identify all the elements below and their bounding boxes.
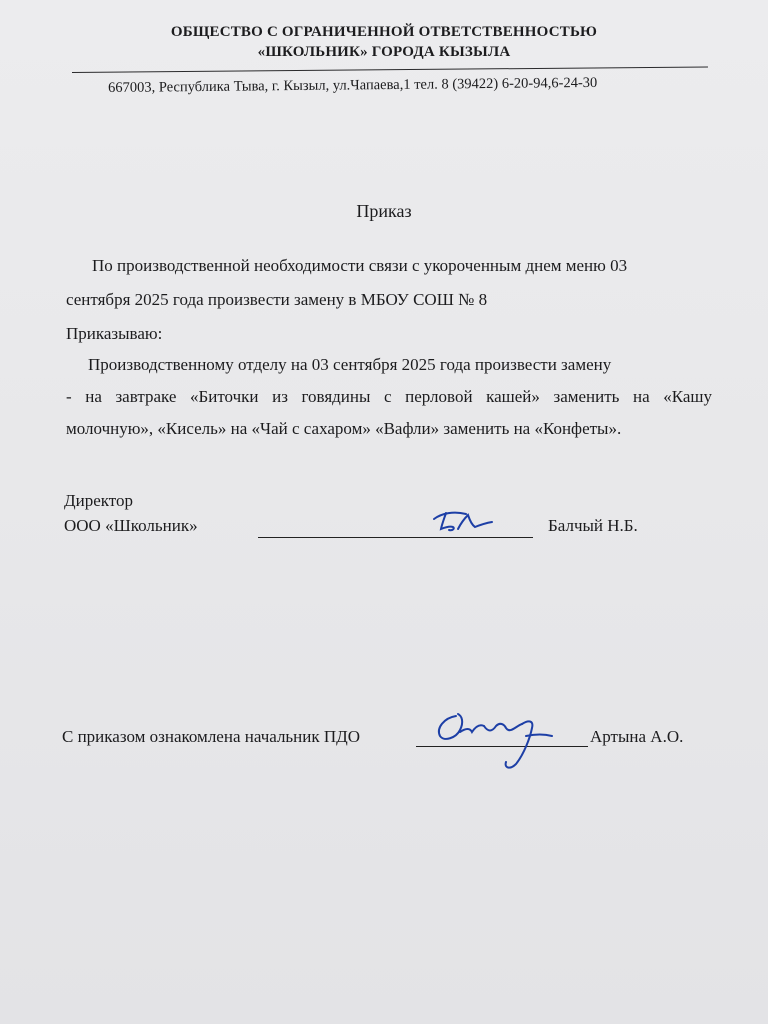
paragraph2-line2: - на завтраке «Биточки из говядины с перловой кашей» заменить на «Кашу bbox=[66, 387, 712, 406]
signer-name: Балчый Н.Б. bbox=[548, 516, 638, 535]
acknowledgement-name: Артына А.О. bbox=[590, 727, 684, 746]
organization-name-line1: ОБЩЕСТВО С ОГРАНИЧЕННОЙ ОТВЕТСТВЕННОСТЬЮ bbox=[170, 24, 598, 40]
order-word: Приказываю: bbox=[66, 324, 163, 343]
header-divider bbox=[72, 66, 708, 73]
director-signature bbox=[428, 505, 498, 535]
organization-address: 667003, Республика Тыва, г. Кызыл, ул.Чапаева,1 тел. 8 (39422) 6-20-94,6-24-30 bbox=[108, 74, 598, 96]
signer-position-line2: ООО «Школьник» bbox=[64, 516, 198, 535]
document-title: Приказ bbox=[356, 201, 412, 221]
acknowledgement-signature bbox=[426, 706, 576, 776]
organization-name-line2: «ШКОЛЬНИК» ГОРОДА КЫЗЫЛА bbox=[257, 44, 511, 60]
director-signature-line bbox=[258, 537, 533, 538]
acknowledgement-text: С приказом ознакомлена начальник ПДО bbox=[62, 727, 361, 746]
signer-position-line1: Директор bbox=[64, 491, 133, 510]
paragraph1-line1: По производственной необходимости связи с укороченным днем меню 03 bbox=[92, 256, 628, 275]
paragraph1-line2: сентября 2025 года произвести замену в МБОУ СОШ № 8 bbox=[66, 290, 488, 309]
paragraph2-line1: Производственному отделу на 03 сентября 2025 года произвести замену bbox=[88, 355, 612, 374]
paragraph2-line3: молочную», «Кисель» на «Чай с сахаром» «Вафли» заменить на «Конфеты». bbox=[66, 419, 622, 438]
